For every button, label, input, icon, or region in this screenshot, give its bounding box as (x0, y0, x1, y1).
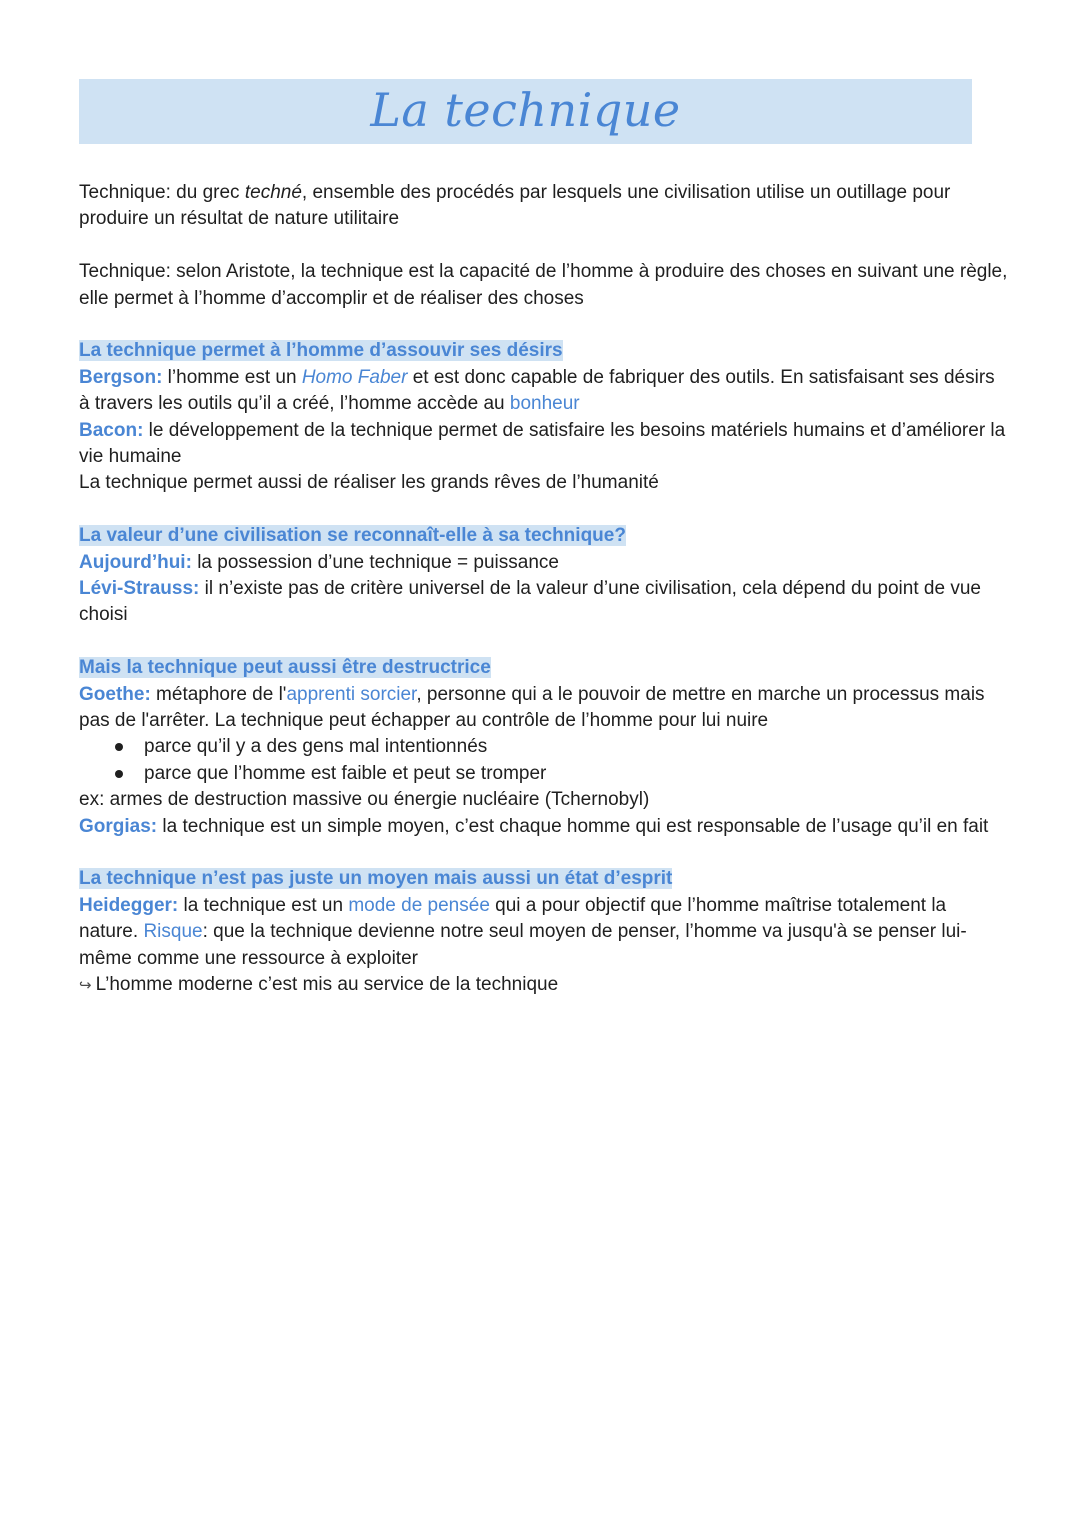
heidegger-text-2: qui a pour objectif que l’homme maîtrise totalement la nature. (79, 894, 947, 943)
gorgias-paragraph (79, 814, 1009, 840)
section2-heading-text: La valeur d’une civilisation se reconnaît-elle à sa technique? (79, 525, 626, 547)
def1-prefix: Technique: du grec (79, 182, 245, 203)
def1-term: techné (244, 182, 302, 203)
risque: Risque (143, 921, 203, 943)
bonheur: bonheur (509, 393, 580, 415)
levi-strauss-paragraph (79, 576, 1009, 629)
gorgias-text: la technique est un simple moyen, c’est chaque homme qui est responsable de l’usage qu’il en fait (157, 815, 989, 837)
list-item: parce que l’homme est faible et peut se tromper (79, 761, 1009, 787)
bergson-name: Bergson: (79, 366, 163, 388)
conclusion-text: L’homme moderne c’est mis au service de la technique (95, 974, 559, 996)
homo-faber: Homo Faber (301, 366, 408, 388)
bacon-name: Bacon: (79, 419, 144, 441)
list-item: parce qu’il y a des gens mal intentionnés (79, 734, 1009, 760)
bacon-paragraph (79, 418, 1009, 471)
heidegger-paragraph (79, 893, 1009, 972)
bergson-text-2: et est donc capable de fabriquer des outils. En satisfaisant ses désirs à travers les outils qu’il a créé, l’homme accède au (79, 366, 995, 415)
gorgias-name: Gorgias: (79, 815, 158, 837)
section2-heading (79, 523, 1009, 549)
levi-strauss-text: il n’existe pas de critère universel de la valeur d’une civilisation, cela dépend du point de vue choisi (79, 578, 981, 626)
section3-heading-text: Mais la technique peut aussi être destructrice (79, 657, 491, 679)
arrow-icon: ↪ (79, 977, 92, 995)
goethe-name: Goethe: (79, 683, 151, 705)
bullet-list (79, 734, 1009, 787)
page-title: La technique (370, 83, 681, 137)
section1-line3: La technique permet aussi de réaliser les grands rêves de l’humanité (79, 472, 659, 494)
goethe-text-1: métaphore de l' (150, 683, 287, 705)
definition-1 (79, 180, 1009, 233)
section1-heading (79, 338, 1009, 364)
bergson-text-1: l’homme est un (162, 366, 302, 388)
section3-heading (79, 655, 1009, 681)
aujourdhui-name: Aujourd’hui: (79, 551, 192, 573)
apprenti-sorcier: apprenti sorcier (286, 683, 417, 705)
document-body (79, 180, 1009, 1000)
bacon-text: le développement de la technique permet de satisfaire les besoins matériels humains et d’améliorer la vie humaine (79, 419, 1006, 468)
heidegger-text-3: : que la technique devienne notre seul moyen de penser, l’homme va jusqu'à se penser lui-même comme une ressource à exploiter (79, 921, 967, 969)
title-banner (79, 79, 972, 144)
goethe-text-2: , personne qui a le pouvoir de mettre en marche un processus mais pas de l'arrêter. La technique peut échapper au contrôle de l’homme pour lui nuire (79, 683, 985, 732)
section4-heading-text: La technique n’est pas juste un moyen mais aussi un état d’esprit (79, 868, 673, 890)
levi-strauss-name: Lévi-Strauss: (79, 578, 200, 600)
aujourdhui-text: la possession d’une technique = puissance (191, 551, 559, 573)
conclusion-line (79, 972, 1009, 999)
section4-heading (79, 866, 1009, 892)
definition-2: Technique: selon Aristote, la technique est la capacité de l’homme à produire des choses en suivant une règle, elle permet à l’homme d’accomplir et de réaliser des choses (79, 261, 1008, 309)
bergson-paragraph (79, 365, 1009, 418)
mode-de-pensee: mode de pensée (348, 894, 490, 916)
goethe-paragraph (79, 682, 1009, 735)
heidegger-name: Heidegger: (79, 894, 179, 916)
aujourdhui-paragraph (79, 550, 1009, 576)
section1-heading-text: La technique permet à l’homme d’assouvir ses désirs (79, 340, 563, 362)
heidegger-text-1: la technique est un (178, 894, 349, 916)
example-line: ex: armes de destruction massive ou énergie nucléaire (Tchernobyl) (79, 789, 650, 811)
def1-rest: , ensemble des procédés par lesquels une civilisation utilise un outillage pour produire un résultat de nature utilitaire (79, 182, 951, 230)
